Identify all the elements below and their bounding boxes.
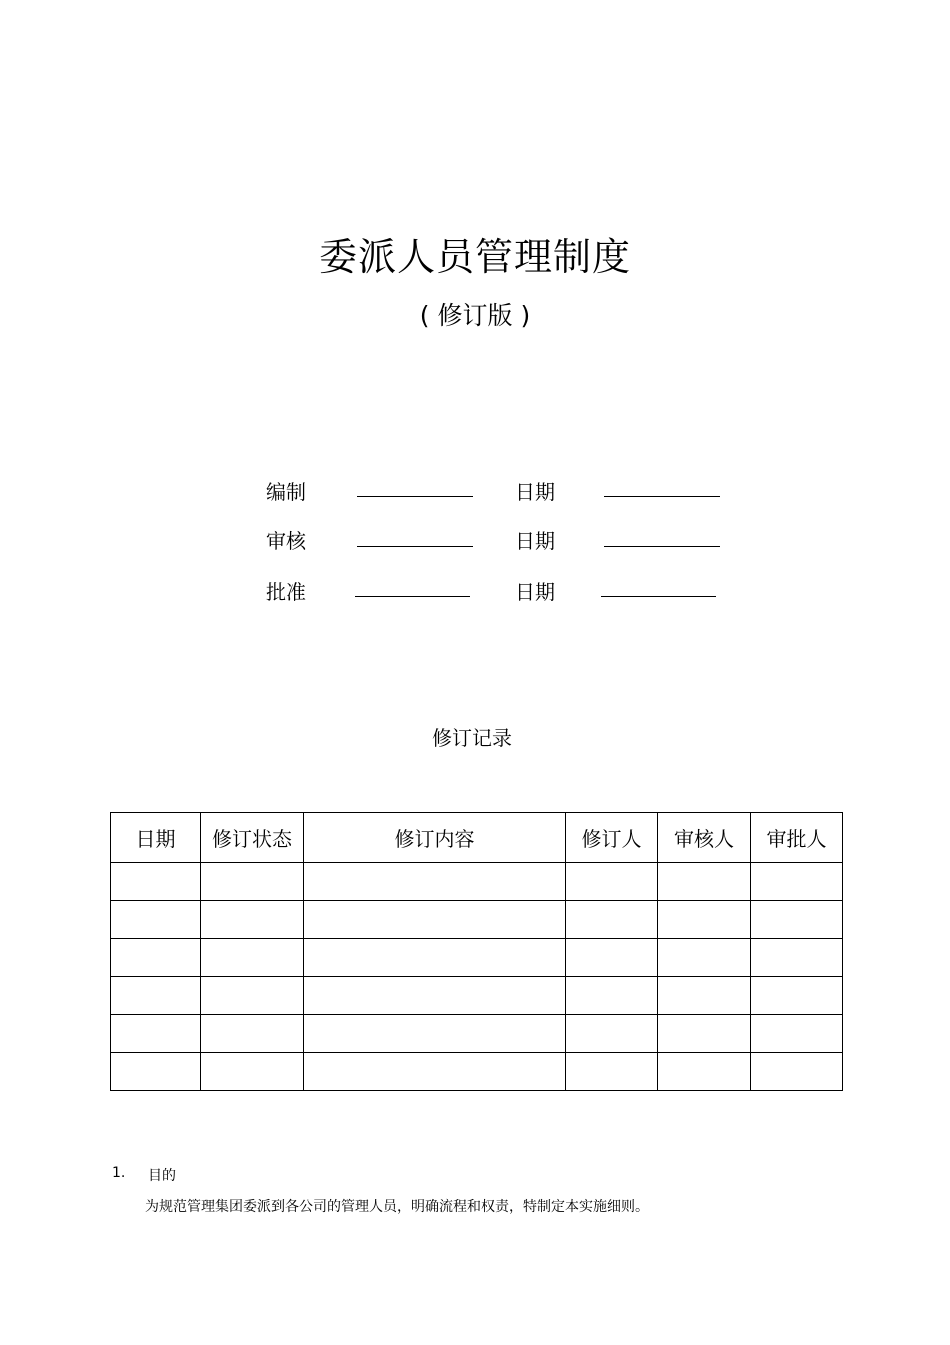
- table-cell: [658, 939, 751, 977]
- table-cell: [111, 939, 201, 977]
- table-row: [111, 939, 843, 977]
- signoff-date-line-review: [604, 546, 720, 547]
- table-cell: [751, 1015, 843, 1053]
- section-number: 1.: [112, 1165, 126, 1181]
- document-subtitle: ( 修订版 ): [419, 301, 531, 330]
- table-cell: [658, 1053, 751, 1091]
- table-cell: [111, 1015, 201, 1053]
- table-cell: [658, 977, 751, 1015]
- table-cell: [566, 939, 658, 977]
- table-cell: [111, 863, 201, 901]
- table-cell: [304, 901, 566, 939]
- section-heading: 目的: [148, 1168, 176, 1184]
- table-cell: [201, 977, 304, 1015]
- table-cell: [751, 1053, 843, 1091]
- signoff-line-approve: [355, 596, 470, 597]
- table-cell: [751, 939, 843, 977]
- table-cell: [304, 1015, 566, 1053]
- header-revision-status: 修订状态: [201, 813, 304, 863]
- signoff-role-compile: 编制: [266, 480, 306, 504]
- table-cell: [304, 863, 566, 901]
- header-date: 日期: [111, 813, 201, 863]
- signoff-date-label-review: 日期: [515, 529, 555, 553]
- table-cell: [111, 977, 201, 1015]
- table-cell: [201, 939, 304, 977]
- table-cell: [201, 901, 304, 939]
- table-cell: [751, 977, 843, 1015]
- table-cell: [304, 1053, 566, 1091]
- table-cell: [751, 863, 843, 901]
- section-body-text: 为规范管理集团委派到各公司的管理人员，明确流程和权责，特制定本实施细则。: [145, 1199, 649, 1215]
- signoff-line-compile: [357, 496, 473, 497]
- header-reviewer: 审核人: [658, 813, 751, 863]
- table-cell: [566, 1053, 658, 1091]
- table-cell: [111, 1053, 201, 1091]
- table-cell: [751, 901, 843, 939]
- signoff-date-label-approve: 日期: [515, 580, 555, 604]
- document-title: 委派人员管理制度: [318, 235, 631, 279]
- table-cell: [658, 901, 751, 939]
- table-cell: [304, 977, 566, 1015]
- signoff-role-review: 审核: [266, 529, 306, 553]
- table-row: [111, 901, 843, 939]
- table-cell: [201, 1015, 304, 1053]
- table-cell: [201, 863, 304, 901]
- signoff-date-line-compile: [604, 496, 720, 497]
- table-cell: [111, 901, 201, 939]
- table-cell: [566, 901, 658, 939]
- table-row: [111, 1015, 843, 1053]
- revision-table: [110, 812, 843, 1091]
- table-row: [111, 863, 843, 901]
- table-row: [111, 1053, 843, 1091]
- table-cell: [304, 939, 566, 977]
- signoff-date-line-approve: [601, 596, 716, 597]
- signoff-role-approve: 批准: [266, 580, 306, 604]
- revision-record-title: 修订记录: [432, 726, 512, 750]
- revision-table-header: [111, 813, 843, 863]
- header-reviser: 修订人: [566, 813, 658, 863]
- signoff-date-label-compile: 日期: [515, 480, 555, 504]
- header-approver: 审批人: [751, 813, 843, 863]
- table-row: [111, 977, 843, 1015]
- table-cell: [566, 977, 658, 1015]
- table-cell: [566, 863, 658, 901]
- signoff-line-review: [357, 546, 473, 547]
- table-cell: [566, 1015, 658, 1053]
- table-cell: [658, 1015, 751, 1053]
- header-revision-content: 修订内容: [304, 813, 566, 863]
- table-cell: [658, 863, 751, 901]
- table-cell: [201, 1053, 304, 1091]
